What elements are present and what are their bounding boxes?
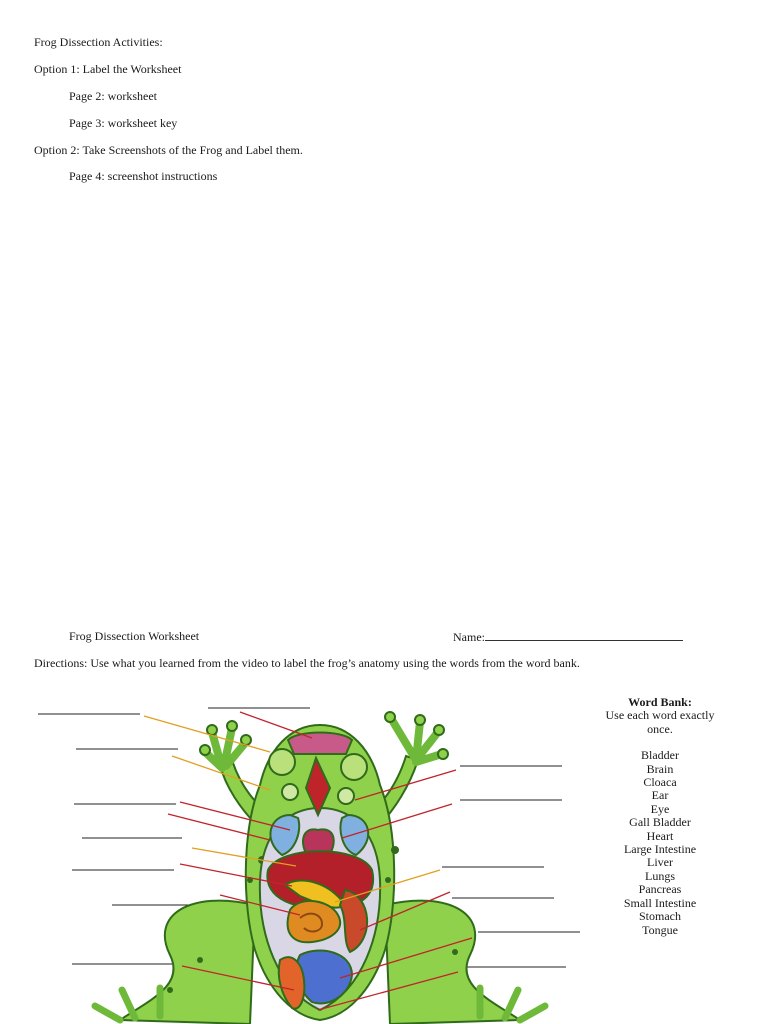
word-bank [598,696,722,937]
word-bank-item: Eye [650,801,670,816]
right-hind-leg [385,901,520,1024]
cloaca [279,957,305,1008]
activities-title: Frog Dissection Activities: [34,35,163,49]
word-bank-list [598,749,722,937]
right-eye [341,754,367,780]
word-bank-item: Tongue [642,922,678,937]
word-bank-item: Brain [646,761,674,776]
word-bank-item: Bladder [641,748,679,763]
word-bank-item: Heart [646,828,674,843]
word-bank-item: Pancreas [638,882,682,897]
page-3-item: Page 3: worksheet key [69,116,178,130]
page-4-item: Page 4: screenshot instructions [69,169,218,183]
word-bank-item: Liver [647,855,673,870]
frog-head [288,733,352,755]
option-1: Option 1: Label the Worksheet [34,62,182,76]
word-bank-item: Stomach [639,909,681,924]
directions-text: Directions: Use what you learned from the video to label the frog’s anatomy using the words from the word bank. [34,656,580,670]
left-eye [269,749,295,775]
word-bank-note: Use each word exactly once. [605,708,715,736]
worksheet-title: Frog Dissection Worksheet [69,629,200,643]
word-bank-item: Large Intestine [623,842,697,857]
page-2-item: Page 2: worksheet [69,89,157,103]
word-bank-title: Word Bank: [628,695,692,709]
name-blank-line[interactable] [485,629,683,641]
word-bank-item: Small Intestine [623,895,697,910]
name-field[interactable] [453,629,683,644]
small-intestine [288,901,341,942]
left-hind-leg [120,901,255,1024]
word-bank-item: Gall Bladder [629,815,691,830]
word-bank-item: Lungs [645,868,675,883]
option-2: Option 2: Take Screenshots of the Frog and Label them. [34,143,303,157]
name-label: Name: [453,630,485,644]
word-bank-item: Cloaca [643,775,677,790]
word-bank-item: Ear [651,788,669,803]
frog-illustration [95,712,545,1024]
frog-diagram [0,690,590,1024]
